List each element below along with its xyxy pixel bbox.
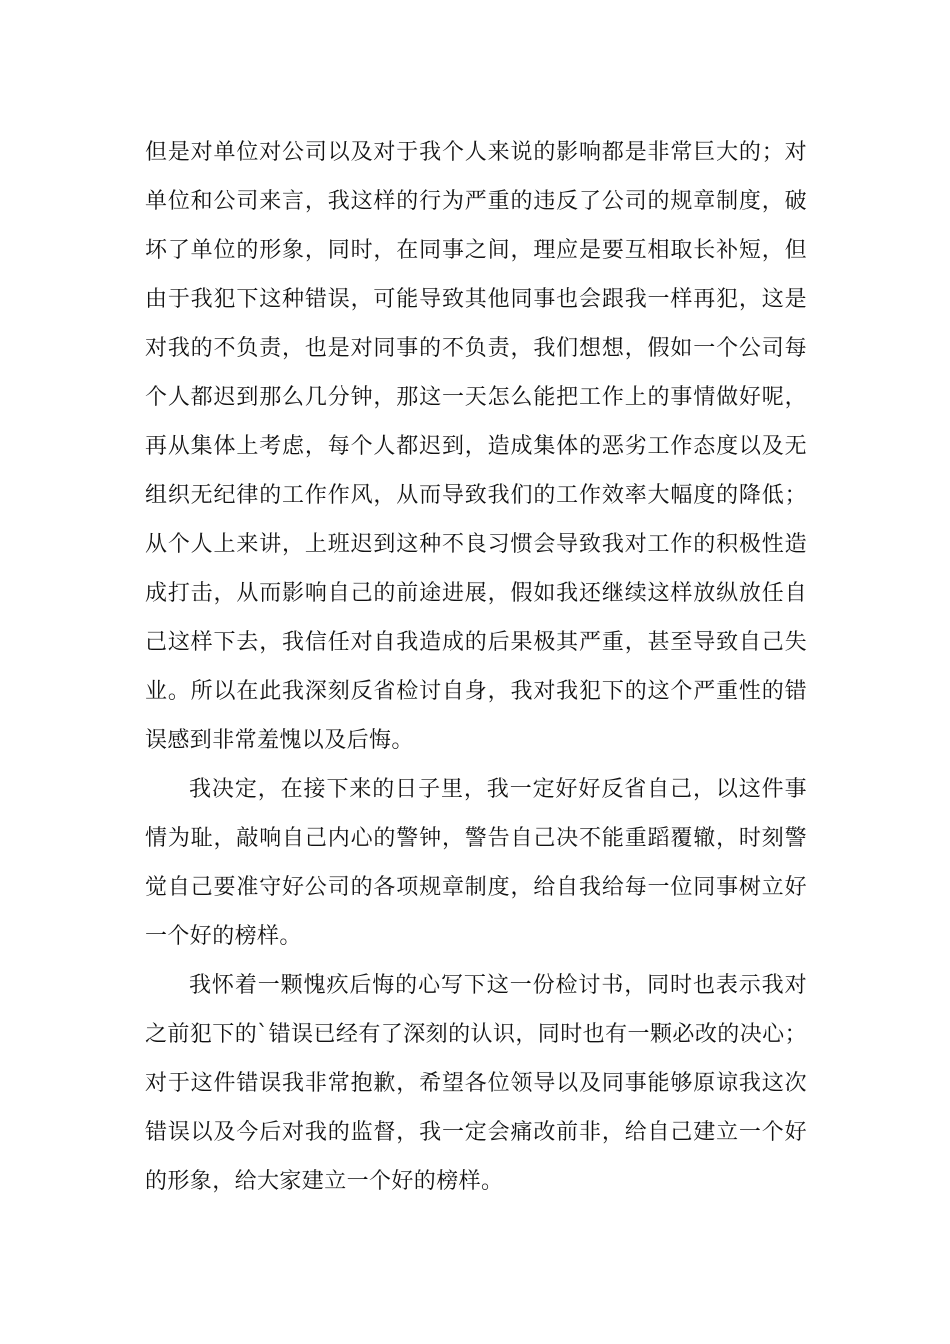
document-body — [145, 128, 807, 1206]
paragraph-2: 我决定，在接下来的日子里，我一定好好反省自己，以这件事情为耻，敲响自己内心的警钟，警告自己决不能重蹈覆辙，时刻警觉自己要准守好公司的各项规章制度，给自我给每一位同事树立好一个好的榜样。 — [145, 777, 807, 949]
paragraph-3: 我怀着一颗愧疚后悔的心写下这一份检讨书，同时也表示我对之前犯下的`错误已经有了深刻的认识，同时也有一颗必改的决心；对于这件错误我非常抱歉，希望各位领导以及同事能够原谅我这次错误以及今后对我的监督，我一定会痛改前非，给自己建立一个好的形象，给大家建立一个好的榜样。 — [145, 973, 807, 1194]
paragraph-1: 但是对单位对公司以及对于我个人来说的影响都是非常巨大的；对单位和公司来言，我这样的行为严重的违反了公司的规章制度，破坏了单位的形象，同时，在同事之间，理应是要互相取长补短，但由于我犯下这种错误，可能导致其他同事也会跟我一样再犯，这是对我的不负责，也是对同事的不负责，我们想想，假如一个公司每个人都迟到那么几分钟，那这一天怎么能把工作上的事情做好呢，再从集体上考虑，每个人都迟到，造成集体的恶劣工作态度以及无组织无纪律的工作作风，从而导致我们的工作效率大幅度的降低；从个人上来讲，上班迟到这种不良习惯会导致我对工作的积极性造成打击，从而影响自己的前途进展，假如我还继续这样放纵放任自己这样下去，我信任对自我造成的后果极其严重，甚至导致自己失业。所以在此我深刻反省检讨自身，我对我犯下的这个严重性的错误感到非常羞愧以及后悔。 — [145, 140, 807, 753]
